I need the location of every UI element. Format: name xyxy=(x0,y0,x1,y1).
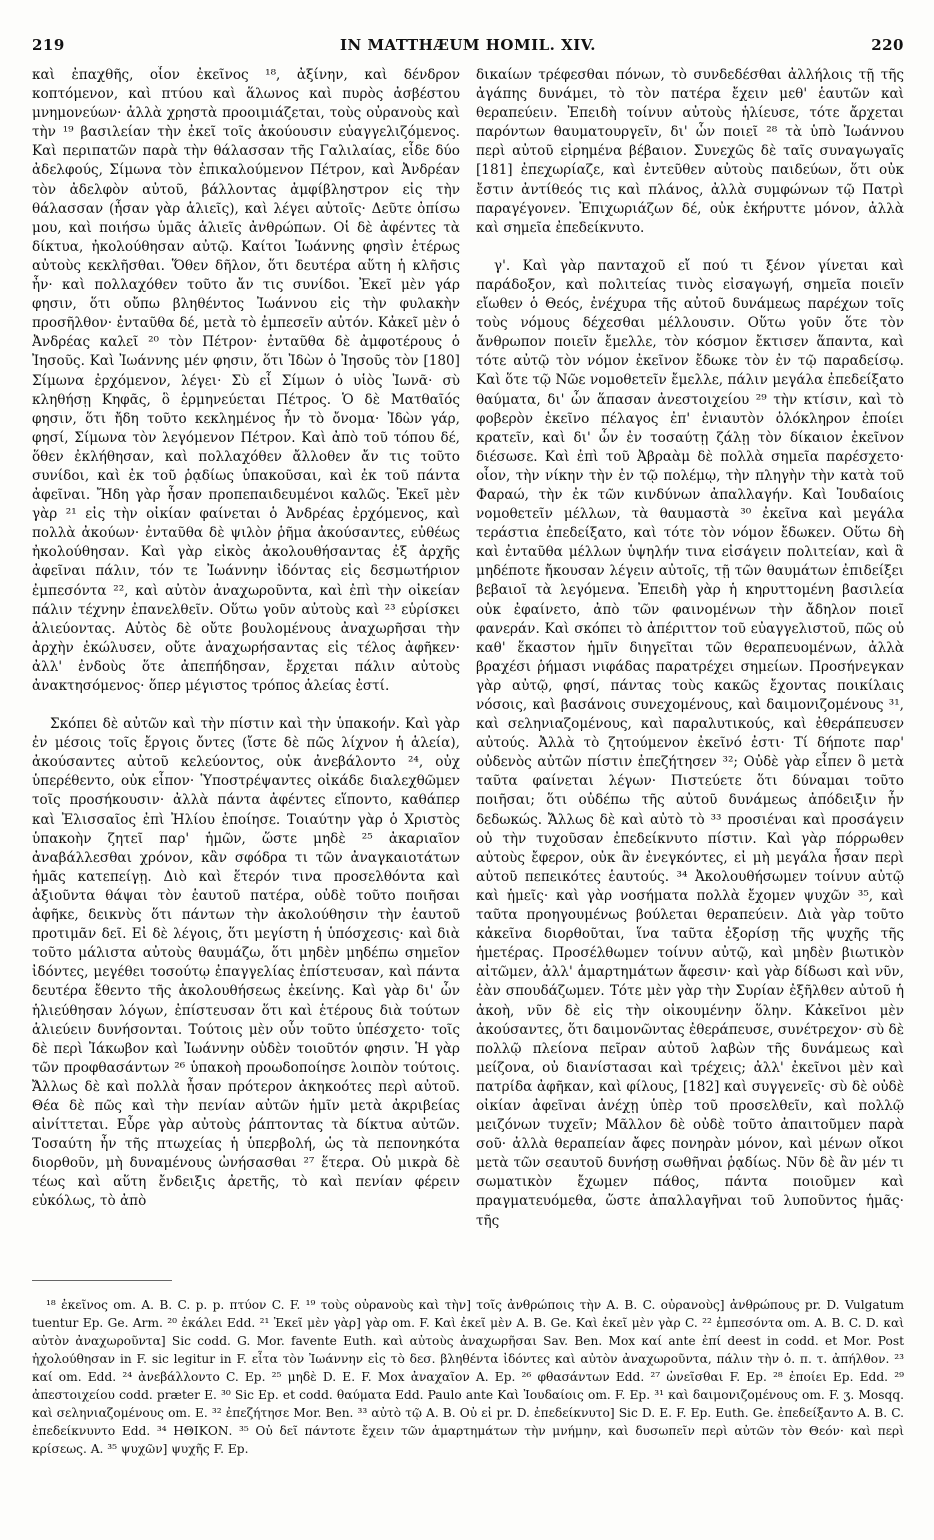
running-title: IN MATTHÆUM HOMIL. XIV. xyxy=(340,36,596,54)
page-number-left: 219 xyxy=(32,36,65,54)
running-header xyxy=(32,36,904,60)
footnote-divider xyxy=(32,1280,172,1281)
text-columns xyxy=(32,66,904,1270)
paragraph: δικαίων τρέφεσθαι πόνων, τὸ συνδεδέσθαι ἀλλήλοις τῇ τῆς ἀγάπης δυνάμει, τὸ τὸν πατέρα ἔχειν μεθ' ἑαυτῶν καὶ θεραπεύειν. Ἐπειδὴ τοίνυν αὐτοὺς ἡλίευσε, τότε ἄρχεται παρόντων θαυματουργεῖν, δι' ὧν ποιεῖ ²⁸ τὰ ὑπὸ Ἰωάννου περὶ αὐτοῦ εἰρημένα βέβαιον. Συνεχῶς δὲ ταῖς συναγωγαῖς [181] ἐπεχωρίαζε, καὶ ἐντεῦθεν αὐτοὺς παιδεύων, ὅτι οὐκ ἔστιν ἀντίθεός τις καὶ πλάνος, ἀλλὰ συμφώνων τῷ Πατρὶ παραγέγονεν. Ἐπιχωριάζων δέ, οὐκ ἐκήρυττε μόνον, ἀλλὰ καὶ σημεῖα ἐπεδείκνυτο. xyxy=(476,67,904,236)
paragraph: γ'. Καὶ γὰρ πανταχοῦ εἴ πού τι ξένον γίνεται καὶ παράδοξον, καὶ πολιτείας τινὸς εἰσαγωγή, σημεῖα ποιεῖν εἴωθεν ὁ Θεός, ἐνέχυρα τῆς αὐτοῦ δυνάμεως παρέχων τοῖς τοὺς νόμους δέχεσθαι μέλλουσιν. Οὕτω γοῦν ὅτε τὸν ἄνθρωπον ποιεῖν ἔμελλε, τὸν κόσμον ἔκτισεν ἅπαντα, καὶ τότε αὐτῷ τὸν νόμον ἐκεῖνον ἔδωκε τὸν ἐν τῷ παραδείσῳ. Καὶ ὅτε τῷ Νῶε νομοθετεῖν ἔμελλε, πάλιν μεγάλα ἐπεδείξατο θαύματα, δι' ὧν ἅπασαν ἀνεστοιχείου ²⁹ τὴν κτίσιν, καὶ τὸ φοβερὸν ἐκεῖνο πέλαγος ἐπ' ἐνιαυτὸν ὁλόκληρον ἐποίει κρατεῖν, καὶ δι' ὧν ἐν τοσαύτῃ ζάλῃ τὸν δίκαιον ἐκεῖνον διέσωσε. Καὶ ἐπὶ τοῦ Ἀβραὰμ δὲ πολλὰ σημεῖα παρέσχετο· οἷον, τὴν νίκην τὴν ἐν τῷ πολέμῳ, τὴν πληγὴν τὴν κατὰ τοῦ Φαραώ, τὴν ἐκ τῶν κινδύνων ἀπαλλαγήν. Καὶ Ἰουδαίοις νομοθετεῖν μέλλων, τὰ θαυμαστὰ ³⁰ ἐκεῖνα καὶ μεγάλα τεράστια ἐπεδείξατο, καὶ τότε τὸν νόμον ἔδωκεν. Οὕτω δὴ καὶ ἐνταῦθα μέλλων ὑψηλήν τινα εἰσάγειν πολιτείαν, καὶ ἃ μηδέποτε ἤκουσαν λέγειν αὐτοῖς, τῇ τῶν θαυμάτων ἐπιδείξει βεβαιοῖ τὰ λεγόμενα. Ἐπειδὴ γὰρ ἡ κηρυττομένη βασιλεία οὐκ ἐφαίνετο, ἀπὸ τῶν φαινομένων τὴν ἄδηλον ποιεῖ φανεράν. Καὶ σκόπει τὸ ἀπέριττον τοῦ εὐαγγελιστοῦ, πῶς οὐ καθ' ἕκαστον ἡμῖν διηγεῖται τῶν θεραπευομένων, ἀλλὰ βραχέσι ῥήμασι νιφάδας παρατρέχει σημείων. Προσήνεγκαν γὰρ αὐτῷ, φησί, πάντας τοὺς κακῶς ἔχοντας ποικίλαις νόσοις, καὶ βασάνοις συνεχομένους, καὶ δαιμονιζομένους ³¹, καὶ σεληνιαζομένους, καὶ παραλυτικούς, καὶ ἐθεράπευσεν αὐτούς. Ἀλλὰ τὸ ζητούμενον ἐκεῖνό ἐστι· Τί δήποτε παρ' οὐδενὸς αὐτῶν πίστιν ἐπεζήτησεν ³²; Οὐδὲ γὰρ εἶπεν ὃ μετὰ ταῦτα φαίνεται λέγων· Πιστεύετε ὅτι δύναμαι τοῦτο ποιῆσαι; ὅτι οὐδέπω τῆς αὐτοῦ δυνάμεως ἀπόδειξιν ἦν δεδωκώς. Ἄλλως δὲ καὶ αὐτὸ τὸ ³³ προσιέναι καὶ προσάγειν οὐ τὴν τυχοῦσαν ἐπεδείκνυτο πίστιν. Καὶ γὰρ πόρρωθεν αὐτοὺς ἔφερον, οὐκ ἂν ἐνεγκόντες, εἰ μὴ μεγάλα ἦσαν περὶ αὐτοῦ πεπεικότες ἑαυτούς. ³⁴ Ἀκολουθήσωμεν τοίνυν αὐτῷ καὶ ἡμεῖς· καὶ γὰρ νοσήματα πολλὰ ἔχομεν ψυχῶν ³⁵, καὶ ταῦτα προηγουμένως βούλεται θεραπεύειν. Διὰ γὰρ τοῦτο κἀκεῖνα διορθοῦται, ἵνα ταῦτα ἐξορίσῃ τῆς ψυχῆς τῆς ἡμετέρας. Προσέλθωμεν τοίνυν αὐτῷ, καὶ μηδὲν βιωτικὸν αἰτῶμεν, ἀλλ' ἁμαρτημάτων ἄφεσιν· καὶ γὰρ δίδωσι καὶ νῦν, ἐὰν σπουδάζωμεν. Τότε μὲν γὰρ τὴν Συρίαν ἐξῆλθεν αὐτοῦ ἡ ἀκοὴ, νῦν δὲ εἰς τὴν οἰκουμένην ὅλην. Κἀκεῖνοι μὲν ἀκούσαντες, ὅτι δαιμονῶντας ἐθεράπευσε, συνέτρεχον· σὺ δὲ πολλῷ πλείονα πεῖραν αὐτοῦ λαβὼν τῆς δυνάμεως καὶ μείζονα, οὐ διανίστασαι καὶ τρέχεις; ἀλλ' ἐκεῖνοι μὲν καὶ πατρίδα ἀφῆκαν, καὶ φίλους, [182] καὶ συγγενεῖς· σὺ δὲ οὐδὲ οἰκίαν ἀφεῖναι ἀνέχῃ ὑπὲρ τοῦ προσελθεῖν, καὶ πολλῷ μειζόνων τυχεῖν; Μᾶλλον δὲ οὐδὲ τοῦτο ἀπαιτοῦμεν παρὰ σοῦ· ἀλλὰ θεραπείαν ἄφες πονηρὰν μόνον, καὶ μένων οἴκοι μετὰ τῶν σεαυτοῦ δυνήσῃ σωθῆναι ῥᾳδίως. Νῦν δὲ ἂν μέν τι σωματικὸν ἔχωμεν πάθος, πάντα ποιοῦμεν καὶ πραγματευόμεθα, ὥστε ἀπαλλαγῆναι τοῦ λυποῦντος ἡμᾶς· τῆς xyxy=(476,257,904,1229)
paragraph: Σκόπει δὲ αὐτῶν καὶ τὴν πίστιν καὶ τὴν ὑπακοήν. Καὶ γὰρ ἐν μέσοις τοῖς ἔργοις ὄντες (ἴστε δὲ πῶς λίχνον ἡ ἁλεία), ἀκούσαντες αὐτοῦ κελεύοντος, οὐκ ἀνεβάλοντο ²⁴, οὐχ ὑπερέθεντο, οὐκ εἶπον· Ὑποστρέψαντες οἰκάδε διαλεχθῶμεν τοῖς προσήκουσιν· ἀλλὰ πάντα ἀφέντες εἵποντο, καθάπερ καὶ Ἐλισσαῖος ἐπὶ Ἠλίου ἐποίησε. Τοιαύτην γὰρ ὁ Χριστὸς ὑπακοὴν ζητεῖ παρ' ἡμῶν, ὥστε μηδὲ ²⁵ ἀκαριαῖον ἀναβάλλεσθαι χρόνον, κἂν σφόδρα τι τῶν ἀναγκαιοτάτων ἡμᾶς κατεπείγῃ. Διὸ καὶ ἕτερόν τινα προσελθόντα καὶ ἀξιοῦντα θάψαι τὸν ἑαυτοῦ πατέρα, οὐδὲ τοῦτο ποιῆσαι ἀφῆκε, δεικνὺς ὅτι πάντων τὴν ἀκολούθησιν τὴν ἑαυτοῦ προτιμᾶν δεῖ. Εἰ δὲ λέγοις, ὅτι μεγίστη ἡ ὑπόσχεσις· καὶ διὰ τοῦτο μάλιστα αὐτοὺς θαυμάζω, ὅτι μηδὲν μηδέπω σημεῖον ἰδόντες, μεγέθει τοσούτῳ ἐπαγγελίας ἐπίστευσαν, καὶ πάντα δευτέρα ἔθεντο τῆς ἀκολουθήσεως ἐκείνης. Καὶ γὰρ δι' ὧν ἡλιεύθησαν λόγων, ἐπίστευσαν ὅτι καὶ ἑτέρους διὰ τούτων ἁλιεύειν δυνήσονται. Τούτοις μὲν οὖν τοῦτο ὑπέσχετο· τοῖς δὲ περὶ Ἰάκωβον καὶ Ἰωάννην οὐδὲν τοιοῦτόν φησιν. Ἡ γὰρ τῶν προφθασάντων ²⁶ ὑπακοὴ προωδοποίησε λοιπὸν τούτοις. Ἄλλως δὲ καὶ πολλὰ ἦσαν πρότερον ἀκηκοότες περὶ αὐτοῦ. Θέα δὲ πῶς καὶ τὴν πενίαν αὐτῶν ἡμῖν μετὰ ἀκριβείας αἰνίττεται. Εὗρε γὰρ αὐτοὺς ῥάπτοντας τὰ δίκτυα αὐτῶν. Τοσαύτη ἦν τῆς πτωχείας ἡ ὑπερβολή, ὡς τὰ πεπονηκότα διορθοῦν, μὴ δυναμένους ὠνήσασθαι ²⁷ ἕτερα. Οὐ μικρὰ δὲ τέως καὶ αὕτη ἔνδειξις ἀρετῆς, τὸ καὶ πενίαν φέρειν εὐκόλως, τὸ ἀπὸ xyxy=(32,716,460,1210)
footnotes: ¹⁸ ἐκεῖνος om. A. B. C. p. p. πτύον C. F. ¹⁹ τοὺς οὐρανοὺς καὶ τὴν] τοῖς ἀνθρώποις τὴν A. B. C. οὐρανοὺς] ἀνθρώπους pr. D. Vulgatum tuentur Ep. Ge. Arm. ²⁰ ἐκάλει Edd. ²¹ Ἐκεῖ μὲν γὰρ] γὰρ om. F. Καὶ ἐκεῖ μὲν A. B. Ge. Καὶ ἐκεῖ μὲν γὰρ C. ²² ἐμπεσόντα om. A. B. C. D. καὶ αὐτὸν ἀναχωροῦντα] Sic codd. G. Mor. favente Euth. καὶ αὐτοὺς ἀναχωρῆσαι Sav. Ben. Mox καί ante ἐπί deest in codd. et Mor. Post ἠχολούθησαν in F. sic legitur in F. εἶτα τὸν Ἰωάννην εἰς τὸ δεσ. βληθέντα ἰδόντες καὶ αὐτὸν ἀναχωροῦντα, πάλιν τὴν ὁ. π. τ. ἀπήλθον. ²³ καί om. Edd. ²⁴ ἀνεβάλλοντο C. Ep. ²⁵ μηδὲ D. E. F. Mox ἀναχαῖον A. Ep. ²⁶ φθασάντων Edd. ²⁷ ὠνεῖσθαι F. Ep. ²⁸ ἐποίει Ep. Edd. ²⁹ ἀπεστοιχείου codd. præter E. ³⁰ Sic Ep. et codd. θαύματα Edd. Paulo ante Καὶ Ἰουδαίοις om. F. Ep. ³¹ καὶ δαιμονιζομένους om. F. ʒ. Mosqq. καὶ σεληνιαζομένους om. E. ³² ἐπεζήτησε Mor. Ben. ³³ αὐτὸ τῷ A. B. Οὐ εἰ pr. D. ἐπεδείκνυτο] Sic D. E. F. Ep. Euth. Ge. ἐπεδείξαντο A. B. C. ἐπεδείκνυντο Edd. ³⁴ ΗΘΙΚΟΝ. ³⁵ Οὐ δεῖ πάντοτε ἔχειν τῶν ἁμαρτημάτων τὴν μνήμην, καὶ δυσωπεῖν περὶ αὐτῶν τὸν Θεόν· καὶ περὶ κρίσεως. A. ³⁵ ψυχῶν] ψυχῆς F. Ep. xyxy=(32,1298,904,1456)
right-column xyxy=(476,66,904,1270)
left-column xyxy=(32,66,460,1270)
page-number-right: 220 xyxy=(871,36,904,54)
paragraph: καὶ ἐπαχθῆς, οἷον ἐκεῖνος ¹⁸, ἀξίνην, καὶ δένδρον κοπτόμενον, καὶ πτύου καὶ ἅλωνος καὶ πυρὸς ἀσβέστου μνημονεύων· ἀλλὰ χρηστὰ προοιμιάζεται, τοὺς οὐρανοὺς καὶ τὴν ¹⁹ βασιλείαν τὴν ἐκεῖ τοῖς ἀκούουσιν εὐαγγελιζόμενος. Καὶ περιπατῶν παρὰ τὴν θάλασσαν τῆς Γαλιλαίας, εἶδε δύο ἀδελφούς, Σίμωνα τὸν ἐπικαλούμενον Πέτρον, καὶ Ἀνδρέαν τὸν ἀδελφὸν αὐτοῦ, βάλλοντας ἀμφίβληστρον εἰς τὴν θάλασσαν (ἦσαν γὰρ ἁλιεῖς), καὶ λέγει αὐτοῖς· Δεῦτε ὀπίσω μου, καὶ ποιήσω ὑμᾶς ἁλιεῖς ἀνθρώπων. Οἱ δὲ ἀφέντες τὰ δίκτυα, ἠκολούθησαν αὐτῷ. Καίτοι Ἰωάννης φησὶν ἑτέρως αὐτοὺς κεκλῆσθαι. Ὅθεν δῆλον, ὅτι δευτέρα αὕτη ἡ κλῆσις ἦν· καὶ πολλαχόθεν τοῦτο ἄν τις συνίδοι. Ἐκεῖ μὲν γάρ φησιν, ὅτι οὔπω βληθέντος Ἰωάννου εἰς τὴν φυλακὴν προσῆλθον· ἐνταῦθα δέ, μετὰ τὸ ἐμπεσεῖν αὐτόν. Κἀκεῖ μὲν ὁ Ἀνδρέας καλεῖ ²⁰ τὸν Πέτρον· ἐνταῦθα δὲ ἀμφοτέρους ὁ Ἰησοῦς. Καὶ Ἰωάννης μέν φησιν, ὅτι Ἰδὼν ὁ Ἰησοῦς τὸν [180] Σίμωνα ἐρχόμενον, λέγει· Σὺ εἶ Σίμων ὁ υἱὸς Ἰωνᾶ· σὺ κληθήσῃ Κηφᾶς, ὃ ἑρμηνεύεται Πέτρος. Ὁ δὲ Ματθαῖός φησιν, ὅτι ἤδη τοῦτο κεκλημένος ἦν τὸ ὄνομα· Ἰδὼν γάρ, φησί, Σίμωνα τὸν λεγόμενον Πέτρον. Καὶ ἀπὸ τοῦ τόπου δέ, ὅθεν ἐκλήθησαν, καὶ πολλαχόθεν ἄλλοθεν ἄν τις τοῦτο συνίδοι, καὶ ἐκ τοῦ ῥᾳδίως ὑπακοῦσαι, καὶ ἐκ τοῦ πάντα ἀφεῖναι. Ἤδη γὰρ ἦσαν προπεπαιδευμένοι καλῶς. Ἐκεῖ μὲν γὰρ ²¹ εἰς τὴν οἰκίαν φαίνεται ὁ Ἀνδρέας ἐρχόμενος, καὶ πολλὰ ἀκούων· ἐνταῦθα δὲ ψιλὸν ῥῆμα ἀκούσαντες, εὐθέως ἠκολούθησαν. Καὶ γὰρ εἰκὸς ἀκολουθήσαντας ἐξ ἀρχῆς ἀφεῖναι πάλιν, τόν τε Ἰωάννην ἰδόντας εἰς δεσμωτήριον ἐμπεσόντα ²², καὶ αὐτὸν ἀναχωροῦντα, καὶ ἐπὶ τὴν οἰκείαν πάλιν τέχνην ἐπανελθεῖν. Οὕτω γοῦν αὐτοὺς καὶ ²³ εὑρίσκει ἁλιεύοντας. Αὐτὸς δὲ οὔτε βουλομένους ἀναχωρῆσαι τὴν ἀρχὴν ἐκώλυσεν, οὔτε ἀναχωρήσαντας εἰς τέλος ἀφῆκεν· ἀλλ' ἐνδοὺς ὅτε ἀπεπήδησαν, ἔρχεται πάλιν αὐτοὺς ἀνακτησόμενος· ὅπερ μέγιστος τρόπος ἁλείας ἐστί. xyxy=(32,67,460,694)
